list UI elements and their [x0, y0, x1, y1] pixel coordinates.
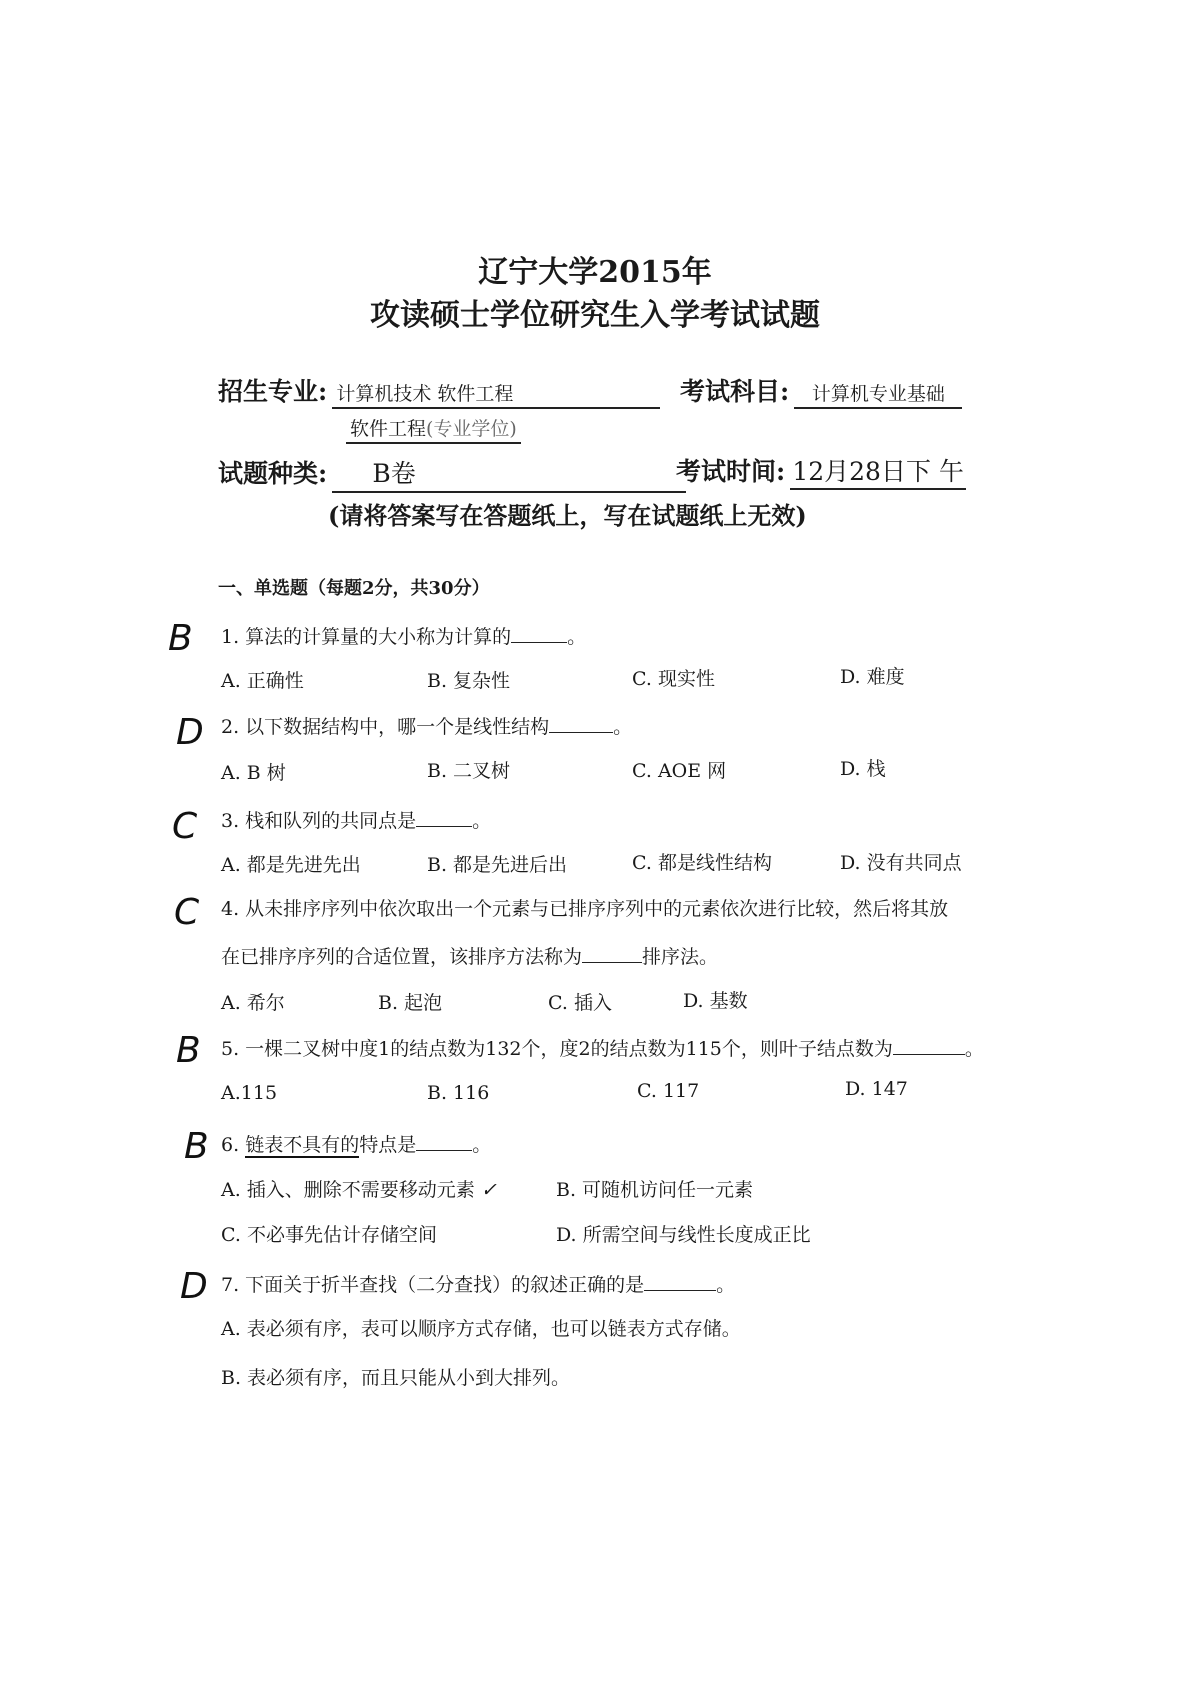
handwritten-answer: D [180, 1266, 208, 1307]
subject-value: 计算机专业基础 [794, 379, 962, 409]
section-heading: 一、单选题（每题2分，共30分） [218, 578, 490, 599]
option: D. 基数 [683, 990, 748, 1012]
question-stem: 特点是 [359, 1134, 417, 1156]
option: C. 117 [637, 1080, 700, 1102]
question-end: 。 [567, 626, 587, 648]
subject-field [680, 372, 962, 409]
type-value: B卷 [332, 454, 686, 493]
option: C. 现实性 [632, 668, 715, 690]
option: A. B 树 [221, 762, 286, 784]
question-6 [221, 1130, 491, 1157]
question-end: 。 [613, 716, 633, 738]
option [221, 1175, 497, 1202]
option: B. 表必须有序，而且只能从小到大排列。 [221, 1367, 571, 1389]
question-stem: 2. 以下数据结构中，哪一个是线性结构 [221, 716, 550, 738]
question-3 [221, 806, 491, 833]
option: A. 表必须有序，表可以顺序方式存储，也可以链表方式存储。 [221, 1318, 741, 1340]
handwritten-answer: B [168, 618, 193, 659]
major-label: 招生专业: [218, 377, 328, 406]
major-value-2 [346, 414, 521, 444]
question-stem: 1. 算法的计算量的大小称为计算的 [221, 626, 512, 648]
exam-title-line1: 辽宁大学2015年 [478, 255, 712, 290]
option: D. 147 [845, 1078, 908, 1100]
question-stem: 3. 栈和队列的共同点是 [221, 810, 417, 832]
major-value2-note: (专业学位) [426, 418, 517, 440]
option: D. 难度 [840, 666, 905, 688]
option: C. 不必事先估计存储空间 [221, 1224, 437, 1246]
question-1 [221, 622, 586, 649]
question-end: 。 [472, 1134, 492, 1156]
question-stem: 7. 下面关于折半查找（二分查找）的叙述正确的是 [221, 1274, 645, 1296]
question-2 [221, 712, 632, 739]
time-label: 考试时间: [676, 457, 786, 486]
handwritten-answer: C [172, 806, 198, 847]
major-value: 计算机技术 软件工程 [332, 379, 660, 409]
option: A. 希尔 [221, 992, 285, 1014]
option: B. 复杂性 [427, 670, 511, 692]
handwritten-answer: B [184, 1126, 209, 1167]
option: D. 所需空间与线性长度成正比 [556, 1224, 811, 1246]
instructions-note: (请将答案写在答题纸上，写在试题纸上无效) [328, 501, 807, 530]
option: A.115 [221, 1082, 278, 1104]
question-5 [221, 1034, 984, 1061]
option: B. 可随机访问任一元素 [556, 1179, 754, 1201]
question-end: 。 [964, 1038, 984, 1060]
option: B. 116 [427, 1082, 490, 1104]
question-4-line2 [221, 942, 718, 969]
option: C. AOE 网 [632, 760, 727, 782]
type-label: 试题种类: [218, 459, 328, 488]
handwritten-answer: C [174, 892, 200, 933]
exam-title-line2: 攻读硕士学位研究生入学考试试题 [370, 298, 820, 333]
major-value2-text: 软件工程 [350, 418, 427, 440]
option: A. 正确性 [221, 670, 304, 692]
subject-label: 考试科目: [680, 377, 790, 406]
handwritten-answer: D [176, 712, 204, 753]
option: A. 都是先进先出 [221, 854, 361, 876]
option: B. 二叉树 [427, 760, 511, 782]
question-end: 。 [716, 1274, 736, 1296]
type-field [218, 454, 686, 493]
option: B. 都是先进后出 [427, 854, 568, 876]
option: C. 都是线性结构 [632, 852, 772, 874]
major-field [218, 372, 660, 409]
option: D. 没有共同点 [840, 852, 962, 874]
check-mark-icon: ✓ [480, 1179, 497, 1201]
time-field [676, 452, 966, 490]
question-end: 。 [472, 810, 492, 832]
question-end: 排序法。 [642, 946, 719, 968]
time-value: 12月28日下 午 [790, 452, 966, 490]
emphasized-phrase: 链表不具有的 [245, 1134, 360, 1156]
option: B. 起泡 [378, 992, 443, 1014]
option-text: A. 插入、删除不需要移动元素 [221, 1179, 475, 1201]
question-7 [221, 1270, 735, 1297]
question-4: 4. 从未排序序列中依次取出一个元素与已排序序列中的元素依次进行比较，然后将其放 [221, 898, 949, 920]
question-stem: 5. 一棵二叉树中度1的结点数为132个，度2的结点数为115个，则叶子结点数为 [221, 1038, 893, 1060]
option: C. 插入 [548, 992, 612, 1014]
question-number: 6. [221, 1134, 240, 1156]
option: D. 栈 [840, 758, 886, 780]
question-stem: 在已排序序列的合适位置，该排序方法称为 [221, 946, 583, 968]
handwritten-answer: B [176, 1030, 201, 1071]
